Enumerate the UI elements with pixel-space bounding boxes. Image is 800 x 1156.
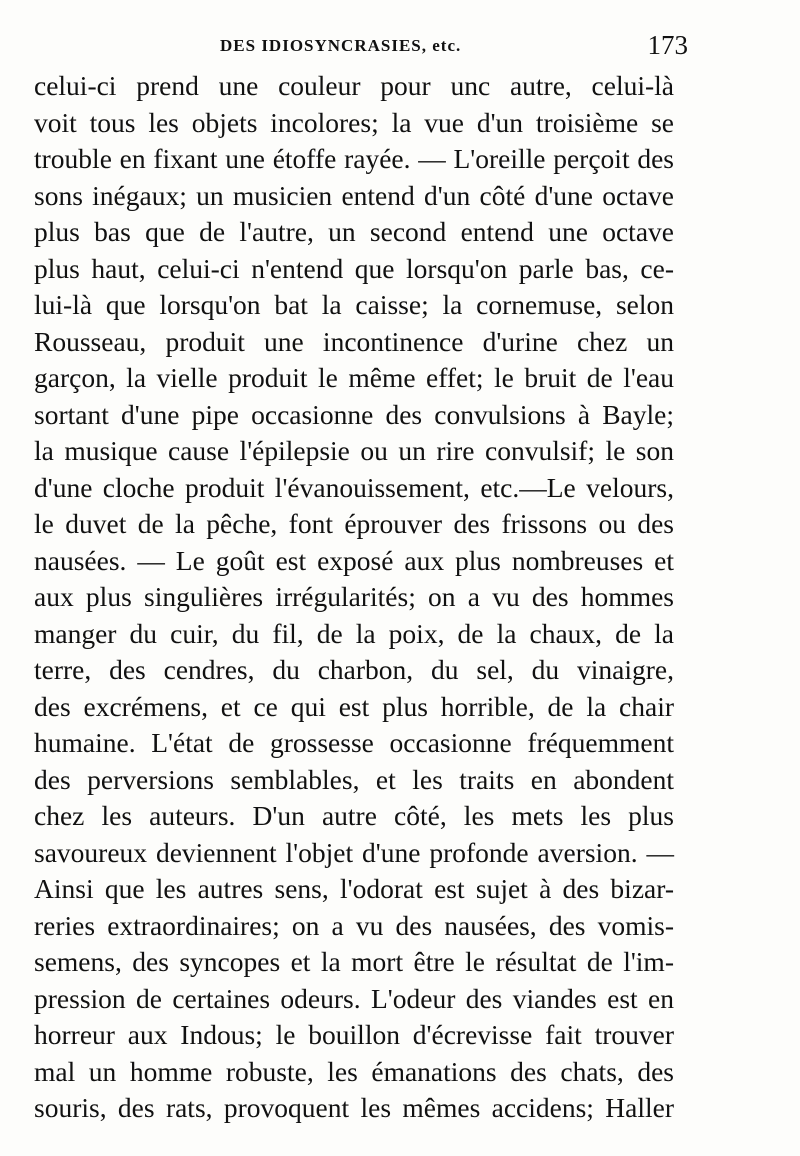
text-line: plus bas que de l'autre, un second entend une octave <box>34 216 674 247</box>
text-line: d'une cloche produit l'évanouissement, etc.—Le velours, <box>34 471 674 503</box>
text-line: le duvet de la pêche, font éprouver des frissons ou des <box>34 508 674 539</box>
text-line: semens, des syncopes et la mort être le résultat de l'im- <box>34 946 674 977</box>
text-line: sortant d'une pipe occasionne des convulsions à Bayle; <box>34 398 674 430</box>
text-line: humaine. L'état de grossesse occasionne fréquemment <box>34 727 674 758</box>
text-line: garçon, la vielle produit le même effet; le bruit de l'eau <box>34 362 674 393</box>
text-line: la musique cause l'épilepsie ou un rire convulsif; le son <box>34 435 674 466</box>
text-line: terre, des cendres, du charbon, du sel, du vinaigre, <box>34 654 674 685</box>
text-line: manger du cuir, du fil, de la poix, de la chaux, de la <box>34 617 674 649</box>
text-line: Ainsi que les autres sens, l'odorat est sujet à des bizar- <box>34 873 674 904</box>
text-line: des perversions semblables, et les traits en abondent <box>34 763 674 795</box>
text-line: mal un homme robuste, les émanations des chats, des <box>34 1055 674 1087</box>
text-line: horreur aux Indous; le bouillon d'écrevisse fait trouver <box>34 1019 674 1050</box>
text-line: voit tous les objets incolores; la vue d'un troisième se <box>34 106 674 138</box>
text-line: des excrémens, et ce qui est plus horrible, de la chair <box>34 690 674 722</box>
text-line: pression de certaines odeurs. L'odeur des viandes est en <box>34 982 674 1014</box>
text-line: savoureux deviennent l'objet d'une profonde aversion. — <box>34 836 674 868</box>
text-line: reries extraordinaires; on a vu des nausées, des vomis- <box>34 909 674 941</box>
running-head <box>34 30 688 60</box>
text-line: lui-là que lorsqu'on bat la caisse; la cornemuse, selon <box>34 289 674 320</box>
text-line: souris, des rats, provoquent les mêmes accidens; Haller <box>34 1092 674 1123</box>
text-line: aux plus singulières irrégularités; on a vu des hommes <box>34 581 674 612</box>
page-number: 173 <box>647 30 688 60</box>
text-line: trouble en fixant une étoffe rayée. — L'oreille perçoit des <box>34 143 674 174</box>
text-line: Rousseau, produit une incontinence d'urine chez un <box>34 325 674 357</box>
text-line: sons inégaux; un musicien entend d'un côté d'une octave <box>34 179 674 211</box>
running-title: DES IDIOSYNCRASIES, etc. <box>220 36 462 55</box>
text-line: nausées. — Le goût est exposé aux plus nombreuses et <box>34 544 674 576</box>
text-line: chez les auteurs. D'un autre côté, les mets les plus <box>34 800 674 831</box>
text-line: plus haut, celui-ci n'entend que lorsqu'on parle bas, ce- <box>34 252 674 284</box>
body-text <box>34 68 674 1127</box>
text-line: celui-ci prend une couleur pour unc autre, celui-là <box>34 70 674 101</box>
